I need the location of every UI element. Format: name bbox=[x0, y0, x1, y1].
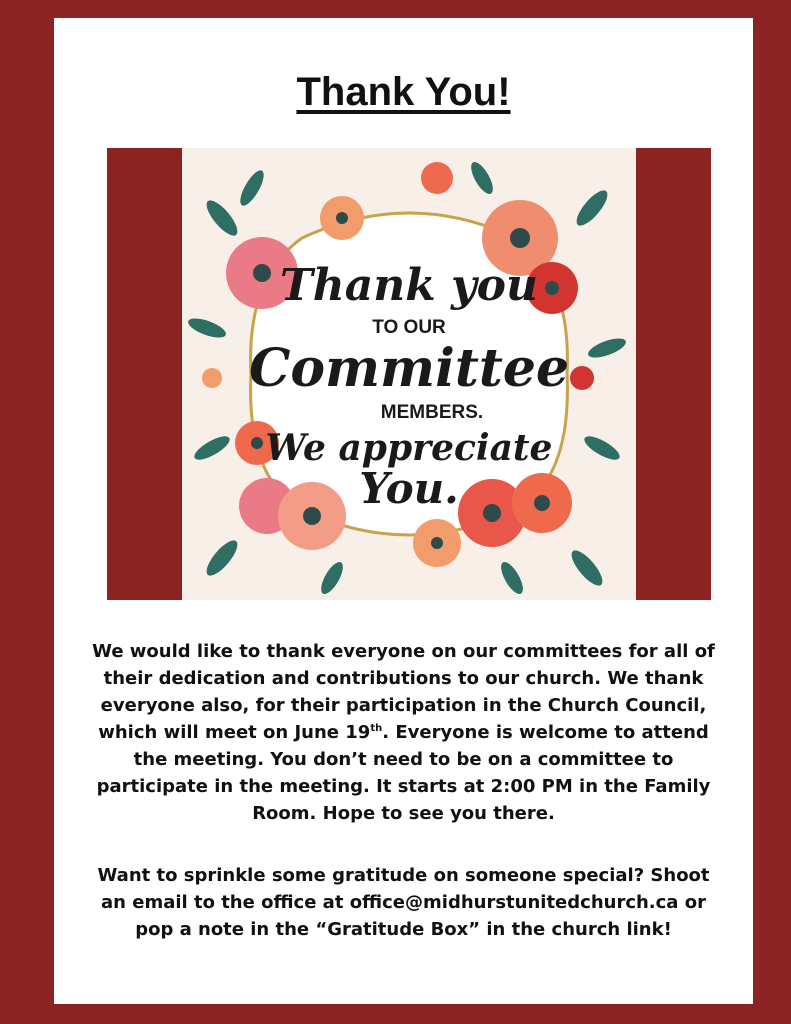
card-text-committee: Committee bbox=[248, 338, 570, 399]
floral-frame-illustration bbox=[182, 148, 636, 600]
card-text-members: MEMBERS. bbox=[380, 402, 484, 423]
paragraph1-superscript: th bbox=[370, 723, 383, 734]
thank-you-banner bbox=[107, 148, 711, 600]
page-title: Thank You! bbox=[296, 70, 511, 114]
card-text-you: You. bbox=[359, 464, 459, 513]
card-text-thank-you: Thank you bbox=[280, 260, 538, 311]
gratitude-paragraph: Want to sprinkle some gratitude on someone special? Shoot an email to the office at office@midhurstunitedchurch.ca or pop a note in the “Gratitude Box” in the church link! bbox=[97, 865, 710, 940]
card-text-we-appreciate: We appreciate bbox=[265, 427, 553, 469]
page-sheet bbox=[54, 18, 753, 1004]
committee-thanks-paragraph bbox=[84, 638, 723, 827]
card-text-to-our: TO OUR bbox=[372, 317, 446, 338]
paragraph1-part1: We would like to thank everyone on our committees for all of their dedication and contributions to our church. We thank everyone also, for their participation in the Church Council, which will meet on June 19 bbox=[92, 641, 715, 743]
thank-you-card-image bbox=[182, 148, 636, 600]
paragraph1-part2: . Everyone is welcome to attend the meeting. You don’t need to be on a committee to participate in the meeting. It starts at 2:00 PM in the Family Room. Hope to see you there. bbox=[96, 722, 711, 824]
